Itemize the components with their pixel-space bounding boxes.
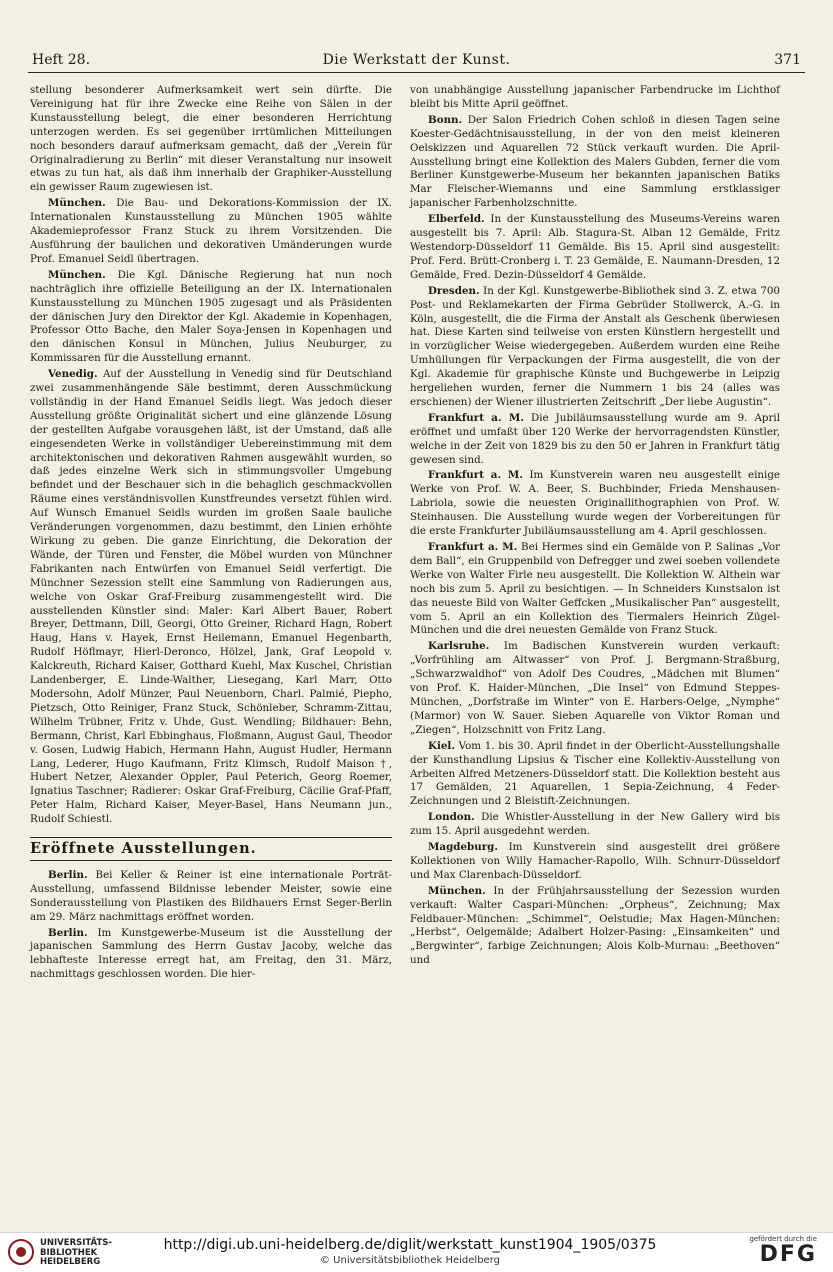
paragraph-text: Bei Keller & Reiner ist eine internationale Porträt-Ausstellung, umfassend Bildnisse lebender Meister, sowie eine Sonderausstellung von Plastiken des Bildhauers Ernst Seger-Berlin am 29. März nachmittags eröffnet worden. — [30, 868, 392, 923]
paragraph — [30, 197, 392, 267]
paragraph — [30, 927, 392, 983]
paragraph-text: Der Salon Friedrich Cohen schloß in diesen Tagen seine Koester-Gedächtnisausstellung, in der von den meist kleineren Oelskizzen und Aquarellen 72 Stück verkauft wurden. Die April-Ausstellung bringt eine Kollektion des Malers Gubden, ferner die vom Berliner Kunstgewerbe-Museum her bekannten japanischen Batiks Mar Fleischer-Wiemanns und eine Sammlung erstklassiger japanischer Farbenholzschnitte. — [410, 113, 780, 210]
paragraph — [410, 213, 780, 283]
running-header — [28, 46, 805, 73]
paragraph-text: In der Kunstausstellung des Museums-Vereins waren ausgestellt bis 7. April: Alb. Stagura-St. Alban 12 Gemälde, Fritz Westendorp-Düsseldorf 11 Gemälde. Bis 15. April sind ausgestellt: Prof. Ferd. Brütt-Cronberg i. T. 23 Gemälde, E. Naumann-Dresden, 12 Gemälde, Fred. Dezin-Düsseldorf 4 Gemälde. — [410, 213, 780, 281]
right-column — [410, 84, 780, 970]
paragraph — [410, 541, 780, 638]
copyright-notice: © Universitätsbibliothek Heidelberg — [319, 1255, 500, 1266]
paragraph — [410, 841, 780, 883]
paragraph-text: Vom 1. bis 30. April findet in der Oberlicht-Ausstellungshalle der Kunsthandlung Lipsius & Tischer eine Kollektiv-Ausstellung von Arbeiten Alfred Metzeners-Düsseldorf statt. Die Kollektion besteht aus 17 Gemälden, 21 Aquarellen, 1 Sepia-Zeichnung, 4 Feder-Zeichnungen und 2 Bleistift-Zeichnungen. — [410, 739, 780, 808]
paragraph-text: Die Jubiläumsausstellung wurde am 9. April eröffnet und umfaßt über 120 Werke der hervorragendsten Künstler, welche in der Zeit von 1829 bis zu den 50 er Jahren in Frankfurt tätig gewesen sind. — [410, 411, 780, 466]
dfg-caption: gefördert durch die — [749, 1235, 817, 1243]
paragraph — [30, 269, 392, 366]
paragraph-text: Auf der Ausstellung in Venedig sind für Deutschland zwei zusammenhängende Säle bestimmt, deren Ausschmückung vollständig in der Hand Emanuel Seidls liegt. Was jedoch dieser Ausstellung größte Originalität sichert und eine glänzende Lösung der gestellten Aufgabe vorausgehen läßt, ist der Umstand, daß alle eingesendeten Werke in vollständiger Uebereinstimmung mit dem architektonischen und dekorativen Rahmen ausgewählt wurden, so daß jedes einzelne Werk sich in stimmungsvoller Umgebung befindet und der Beschauer sich in die behaglich geschmackvollen Räume eines verständnisvollen Kunstfreundes versetzt fühlen wird. Auf Wunsch Emanuel Seidls wurden im großen Saale bauliche Veränderungen vorgenommen, dazu bestimmt, den Linien erhöhte Wirkung zu geben. Die ganze Einrichtung, die Dekoration der Wände, der Türen und Fenster, die Möbel wurden von Münchner Fabrikanten nach Entwürfen von Emanuel Seidl verfertigt. Die Münchner Sezession stellt eine Sammlung von Radierungen aus, welche von Oskar Graf-Freiburg zusammengestellt wird. Die ausstellenden Künstler sind: Maler: Karl Albert Bauer, Robert Breyer, Dettmann, Dill, Georgi, Otto Greiner, Richard Hagn, Robert Haug, Hans v. Hayek, Ernst Heilemann, Emanuel Hegenbarth, Rudolf Höflmayr, Hierl-Deronco, Hölzel, Jank, Graf Leopold v. Kalckreuth, Richard Kaiser, Gotthard Kuehl, Max Kuschel, Christian Landenberger, E. Linde-Walther, Liesegang, Karl Marr, Otto Modersohn, Adolf Münzer, Paul Neuenborn, Charl. Palmié, Piepho, Pietzsch, Otto Reiniger, Franz Stuck, Schönleber, Schramm-Zittau, Wilhelm Trübner, Fritz v. Uhde, Gust. Wendling; Bildhauer: Behn, Bermann, Christ, Karl Ebbinghaus, Floßmann, August Gaul, Theodor v. Gosen, Ludwig Habich, Hermann Hahn, August Hudler, Hermann Lang, Lederer, Hugo Kaufmann, Fritz Klimsch, Rudolf Maison †, Hubert Netzer, Alexander Oppler, Paul Peterich, Georg Roemer, Ignatius Taschner; Radierer: Oskar Graf-Freiburg, Cäcilie Graf-Pfaff, Peter Halm, Richard Kaiser, Meyer-Basel, Hans Neumann jun., Rudolf Schiestl. — [30, 368, 392, 826]
paragraph — [410, 469, 780, 539]
city-label: München. — [428, 884, 486, 897]
logo-text — [40, 1239, 112, 1268]
city-label: Karlsruhe. — [428, 640, 490, 653]
viewer-footer — [0, 1232, 833, 1272]
seal-icon — [8, 1239, 34, 1265]
paragraph-text: Die Kgl. Dänische Regierung hat nun noch nachträglich ihre offizielle Beteiligung an der IX. Internationalen Kunstausstellung zu München 1905 zugesagt und als Präsidenten der dänischen Jury den Direktor der Kgl. Akademie in Kopenhagen, Professor Otto Bache, den Maler Soya-Jensen in Kopenhagen und den dänischen Konsul in München, Julius Neuburger, zu Kommissaren für die Ausstellung ernannt. — [30, 268, 392, 365]
city-label: London. — [428, 811, 475, 824]
paragraph — [410, 285, 780, 410]
paragraph-text: Die Bau- und Dekorations-Kommission der IX. Internationalen Kunstausstellung zu München 1905 wählte Akademieprofessor Franz Stuck zu ihrem Vorsitzenden. Die Ausführung der baulichen und dekorativen Umänderungen wurde Prof. Emanuel Seidl übertragen. — [30, 197, 392, 265]
issue-number: Heft 28. — [32, 52, 91, 68]
city-label: Berlin. — [48, 868, 88, 881]
paragraph — [30, 869, 392, 925]
section-heading: Eröffnete Ausstellungen. — [30, 837, 392, 861]
city-label: Kiel. — [428, 739, 455, 752]
logo-line: HEIDELBERG — [40, 1257, 101, 1267]
city-label: Frankfurt a. M. — [428, 469, 523, 482]
university-library-logo[interactable] — [8, 1239, 148, 1267]
paragraph: von unabhängige Ausstellung japanischer Farbendrucke im Lichthof bleibt bis Mitte April geöffnet. — [410, 84, 780, 110]
city-label: München. — [48, 268, 106, 281]
logo-line: UNIVERSITÄTS- — [40, 1238, 112, 1248]
logo-line: BIBLIOTHEK — [40, 1247, 98, 1258]
paragraph-text: Bei Hermes sind ein Gemälde von P. Salinas „Vor dem Ball“, ein Gruppenbild von Defregger und zwei soeben vollendete Werke von Walter Firle neu ausgestellt. Die Kollektion W. Althein war noch bis zum 5. April zu besichtigen. — In Schneiders Kunstsalon ist das neueste Bild von Walter Geffcken „Musikalischer Pan“ ausgestellt, vom 5. April an ein Kollektion des Tiermalers Heinrich Zügel-München und die drei neuesten Gemälde von Franz Stuck. — [410, 541, 780, 637]
city-label: Dresden. — [428, 284, 480, 297]
paragraph-text: In der Kgl. Kunstgewerbe-Bibliothek sind 3. Z. etwa 700 Post- und Reklamekarten der Firma Gebrüder Stollwerck, A.-G. in Köln, ausgestellt, die die Firma der Anstalt als Geschenk überwiesen hat. Diese Karten sind teilweise von ersten Künstlern hergestellt und in vorzüglicher Weise wiedergegeben. Außerdem wurden eine Reihe Umhüllungen für Verpackungen der Firma ausgestellt, die von der Kgl. Akademie für graphische Künste und Buchgewerbe in Leipzig hergeliehen wurden, ferner die Nummern 1 bis 24 (alles was erschienen) der Wiener illustrierten Zeitschrift „Der liebe Augustin“. — [410, 284, 780, 408]
paragraph — [410, 740, 780, 810]
city-label: Frankfurt a. M. — [428, 411, 524, 424]
paragraph-text: Im Kunstverein waren neu ausgestellt einige Werke von Prof. W. A. Beer, S. Buchbinder, Frieda Menshausen-Labriola, sowie die neuesten Originallithographien von Prof. W. Steinhausen. Die Ausstellung wurde wegen der Vorbereitungen für die erste Frankfurter Jubiläumsausstellung am 4. April geschlossen. — [410, 469, 781, 538]
city-label: Bonn. — [428, 113, 463, 126]
paragraph-text: Im Badischen Kunstverein wurden verkauft: „Vorfrühling am Altwasser“ von Prof. J. Bergmann-Straßburg, „Schwarzwaldhof“ von Adolf Des Coudres, „Mädchen mit Blumen“ von Prof. K. Haider-München, „Die Insel“ von Edmund Steppes-München, „Dorfstraße im Winter“ von E. Harbers-Oelge, „Nymphe“ (Marmor) von W. Sauer. Sieben Aquarelle von Viktor Roman und „Ziegen“, Holzschnitt von Fritz Lang. — [410, 640, 780, 736]
paragraph — [410, 885, 780, 968]
paragraph-text: Im Kunstgewerbe-Museum ist die Ausstellung der japanischen Sammlung des Herrn Gustav Jacoby, welche das lebhafteste Interesse erregt hat, am Freitag, den 31. März, nachmittags geschlossen worden. Die hier- — [30, 926, 392, 981]
paragraph-text: Die Whistler-Ausstellung in der New Gallery wird bis zum 15. April ausgedehnt werden. — [410, 811, 780, 838]
paragraph: stellung besonderer Aufmerksamkeit wert sein dürfte. Die Vereinigung hat für ihre Zwecke eine Reihe von Sälen in der Kunstausstellung belegt, die einer besonderen Herrichtung unterzogen werden. Es sei gegenüber irrtümlichen Mitteilungen noch besonders darauf aufmerksam gemacht, daß der „Verein für Originalradierung zu Berlin“ mit dieser Veranstaltung nur insoweit etwas zu tun hat, als daß ihm innerhalb der Graphiker-Ausstellung ein gewisser Raum zugewiesen ist. — [30, 84, 392, 194]
dfg-logo[interactable] — [697, 1235, 817, 1269]
city-label: Venedig. — [48, 368, 98, 381]
left-column — [30, 84, 392, 984]
city-label: München. — [48, 197, 106, 210]
dfg-wordmark: DFG — [759, 1242, 817, 1267]
city-label: Frankfurt a. M. — [428, 541, 518, 553]
paragraph — [410, 114, 780, 211]
paragraph — [410, 412, 780, 468]
paragraph-text: In der Frühjahrsausstellung der Sezession wurden verkauft: Walter Caspari-München: „Orpheus“, Zeichnung; Max Feldbauer-München: „Schimmel“, Oelstudie; Max Hagen-München: „Herbst“, Oelgemälde; Adalbert Holzer-Pasing: „Einsamkeiten“ und „Bergwinter“, farbige Zeichnungen; Alois Kolb-Murnau: „Beethoven“ und — [410, 884, 780, 967]
city-label: Elberfeld. — [428, 213, 485, 226]
paragraph — [30, 368, 392, 827]
page-number: 371 — [774, 52, 801, 68]
journal-title: Die Werkstatt der Kunst. — [322, 52, 511, 68]
permalink-url[interactable]: http://digi.ub.uni-heidelberg.de/diglit/werkstatt_kunst1904_1905/0375 — [163, 1237, 657, 1253]
paragraph — [410, 811, 780, 839]
paragraph — [410, 640, 780, 737]
city-label: Berlin. — [48, 926, 88, 939]
city-label: Magdeburg. — [428, 841, 498, 854]
paragraph-text: Im Kunstverein sind ausgestellt drei größere Kollektionen von Willy Hamacher-Rapollo, Wilh. Schnurr-Düsseldorf und Max Clarenbach-Düsseldorf. — [410, 841, 780, 881]
